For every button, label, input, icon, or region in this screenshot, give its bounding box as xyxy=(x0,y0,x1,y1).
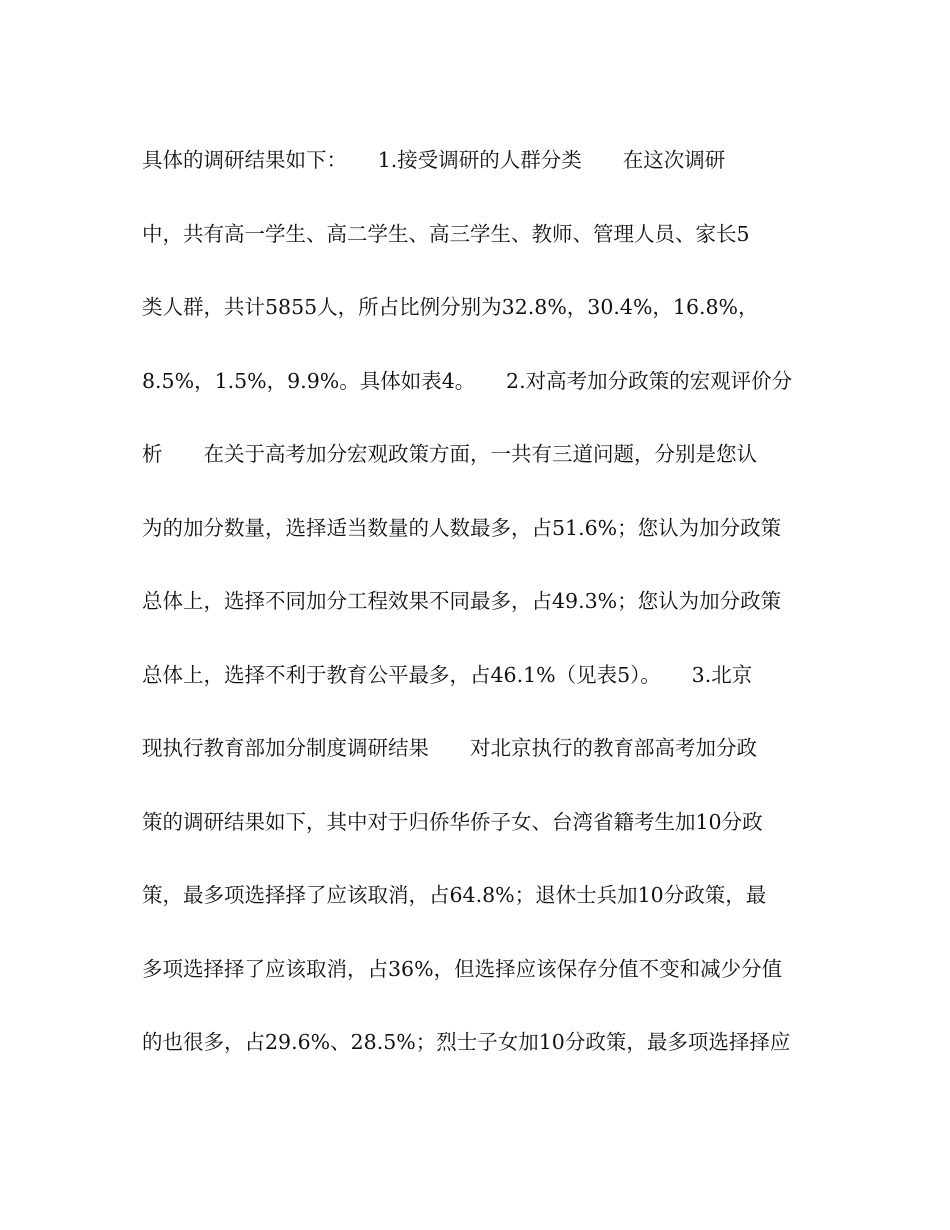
text-line: 为的加分数量，选择适当数量的人数最多，占51.6%；您认为加分政策 xyxy=(142,516,782,540)
text-line: 中，共有高一学生、高二学生、高三学生、教师、管理人员、家长5 xyxy=(142,222,750,246)
text-line: 现执行教育部加分制度调研结果 对北京执行的教育部高考加分政 xyxy=(142,736,757,760)
text-line: 具体的调研结果如下： 1.接受调研的人群分类 在这次调研 xyxy=(142,148,726,172)
text-line: 的也很多，占29.6%、28.5%；烈士子女加10分政策，最多项选择择应 xyxy=(142,1030,791,1054)
text-line: 总体上，选择不同加分工程效果不同最多，占49.3%；您认为加分政策 xyxy=(142,589,782,613)
text-line: 多项选择择了应该取消，占36%，但选择应该保存分值不变和减少分值 xyxy=(142,957,783,981)
text-line: 析 在关于高考加分宏观政策方面，一共有三道问题，分别是您认 xyxy=(142,442,757,466)
text-line: 类人群，共计5855人，所占比例分别为32.8%，30.4%，16.8%， xyxy=(142,295,759,319)
text-line: 策的调研结果如下，其中对于归侨华侨子女、台湾省籍考生加10分政 xyxy=(142,810,763,834)
text-line: 8.5%，1.5%，9.9%。具体如表4。 2.对高考加分政策的宏观评价分 xyxy=(142,369,793,393)
text-line: 策，最多项选择择了应该取消，占64.8%；退休士兵加10分政策，最 xyxy=(142,883,767,907)
text-line: 总体上，选择不利于教育公平最多，占46.1%（见表5）。 3.北京 xyxy=(142,663,753,687)
